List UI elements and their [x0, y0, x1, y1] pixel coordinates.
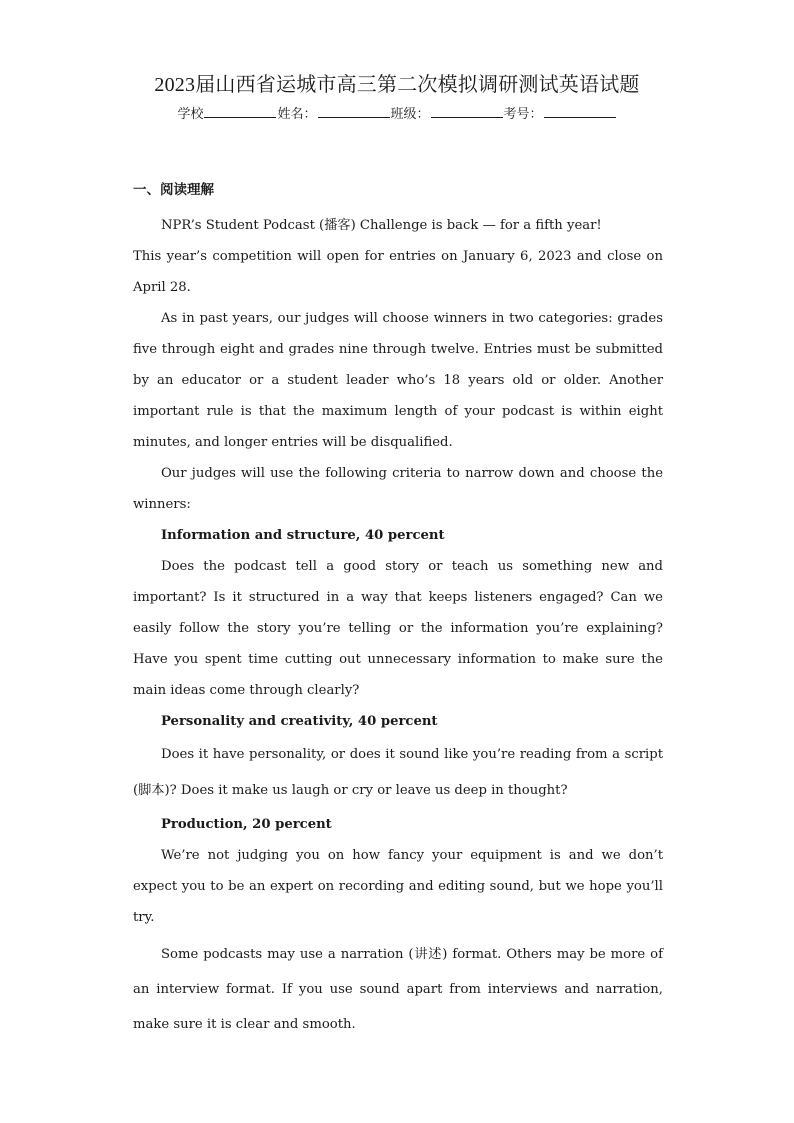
class-label: 班级：	[390, 106, 430, 121]
criterion-heading-personality: Personality and creativity, 40 percent	[161, 714, 438, 729]
student-info-line	[0, 103, 794, 122]
paragraph-intro: NPR’s Student Podcast (播客) Challenge is back — for a fifth year!	[161, 218, 602, 233]
paragraph-production: We’re not judging you on how fancy your equipment is and we don’t expect you to be an expert on recording and editing sound, but we hope you’ll try.	[133, 848, 663, 925]
class-blank[interactable]	[431, 105, 503, 118]
name-label: 姓名：	[277, 106, 317, 121]
paragraph-dates: This year’s competition will open for entries on January 6, 2023 and close on April 28.	[133, 249, 663, 295]
paragraph-rules: As in past years, our judges will choose winners in two categories: grades five through eight and grades nine through twelve. Entries must be submitted by an educator or a student leader who’s 18 years old or older. Another important rule is that the maximum length of your podcast is within eight minutes, and longer entries will be disqualified.	[133, 311, 663, 450]
criterion-heading-production: Production, 20 percent	[161, 817, 332, 832]
exam-number-blank[interactable]	[544, 105, 616, 118]
criterion-heading-information: Information and structure, 40 percent	[161, 528, 445, 543]
paragraph-personality: Does it have personality, or does it sound like you’re reading from a script (脚本)? Does it make us laugh or cry or leave us deep in thought?	[133, 747, 663, 798]
name-blank[interactable]	[318, 105, 390, 118]
paragraph-format: Some podcasts may use a narration (讲述) format. Others may be more of an interview format. If you use sound apart from interviews and narration, make sure it is clear and smooth.	[133, 947, 663, 1032]
paragraph-information: Does the podcast tell a good story or teach us something new and important? Is it structured in a way that keeps listeners engaged? Can we easily follow the story you’re telling or the information you’re explaining? Have you spent time cutting out unnecessary information to make sure the main ideas come through clearly?	[133, 559, 663, 698]
school-label: 学校	[177, 106, 204, 121]
school-blank[interactable]	[204, 105, 276, 118]
document-title: 2023届山西省运城市高三第二次模拟调研测试英语试题	[154, 74, 640, 96]
paragraph-criteria-intro: Our judges will use the following criteria to narrow down and choose the winners:	[133, 466, 663, 512]
passage-body	[133, 210, 663, 1042]
exam-number-label: 考号：	[503, 106, 543, 121]
section-heading: 一、阅读理解	[133, 182, 214, 197]
